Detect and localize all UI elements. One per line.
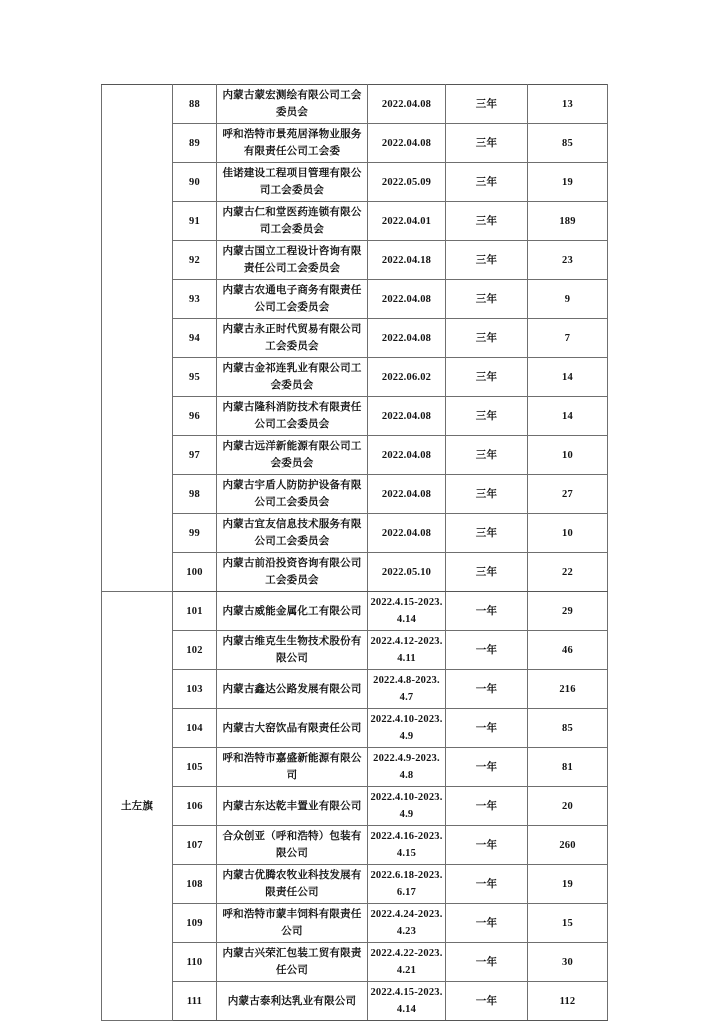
table-row xyxy=(102,202,608,241)
member-count-cell: 9 xyxy=(528,280,608,319)
term-cell: 一年 xyxy=(446,670,528,709)
date-cell: 2022.4.16-2023.4.15 xyxy=(368,826,446,865)
member-count-cell: 22 xyxy=(528,553,608,592)
sequence-number-cell: 105 xyxy=(173,748,217,787)
sequence-number-cell: 91 xyxy=(173,202,217,241)
sequence-number-cell: 104 xyxy=(173,709,217,748)
table-row xyxy=(102,982,608,1021)
date-cell: 2022.04.08 xyxy=(368,319,446,358)
sequence-number-cell: 102 xyxy=(173,631,217,670)
table-row xyxy=(102,280,608,319)
sequence-number-cell: 103 xyxy=(173,670,217,709)
term-cell: 三年 xyxy=(446,202,528,241)
member-count-cell: 15 xyxy=(528,904,608,943)
date-cell: 2022.05.09 xyxy=(368,163,446,202)
sequence-number-cell: 101 xyxy=(173,592,217,631)
date-cell: 2022.04.08 xyxy=(368,85,446,124)
sequence-number-cell: 88 xyxy=(173,85,217,124)
member-count-cell: 85 xyxy=(528,124,608,163)
unit-name-cell: 内蒙古国立工程设计咨询有限责任公司工会委员会 xyxy=(217,241,368,280)
member-count-cell: 13 xyxy=(528,85,608,124)
union-committee-table-wrapper xyxy=(101,84,607,1021)
table-body xyxy=(102,85,608,1021)
date-cell: 2022.04.18 xyxy=(368,241,446,280)
member-count-cell: 27 xyxy=(528,475,608,514)
member-count-cell: 10 xyxy=(528,436,608,475)
member-count-cell: 20 xyxy=(528,787,608,826)
member-count-cell: 7 xyxy=(528,319,608,358)
member-count-cell: 46 xyxy=(528,631,608,670)
member-count-cell: 189 xyxy=(528,202,608,241)
date-cell: 2022.4.8-2023.4.7 xyxy=(368,670,446,709)
date-cell: 2022.06.02 xyxy=(368,358,446,397)
date-cell: 2022.4.22-2023.4.21 xyxy=(368,943,446,982)
table-row xyxy=(102,124,608,163)
term-cell: 三年 xyxy=(446,553,528,592)
unit-name-cell: 内蒙古优腾农牧业科技发展有限责任公司 xyxy=(217,865,368,904)
member-count-cell: 19 xyxy=(528,163,608,202)
term-cell: 一年 xyxy=(446,865,528,904)
sequence-number-cell: 93 xyxy=(173,280,217,319)
table-row xyxy=(102,358,608,397)
table-row xyxy=(102,514,608,553)
term-cell: 一年 xyxy=(446,826,528,865)
unit-name-cell: 内蒙古农通电子商务有限责任公司工会委员会 xyxy=(217,280,368,319)
table-row xyxy=(102,319,608,358)
unit-name-cell: 内蒙古威能金属化工有限公司 xyxy=(217,592,368,631)
table-row xyxy=(102,553,608,592)
table-row xyxy=(102,943,608,982)
date-cell: 2022.04.08 xyxy=(368,397,446,436)
sequence-number-cell: 90 xyxy=(173,163,217,202)
unit-name-cell: 内蒙古仁和堂医药连锁有限公司工会委员会 xyxy=(217,202,368,241)
unit-name-cell: 呼和浩特市蒙丰饲料有限责任公司 xyxy=(217,904,368,943)
unit-name-cell: 内蒙古永正时代贸易有限公司工会委员会 xyxy=(217,319,368,358)
term-cell: 三年 xyxy=(446,514,528,553)
term-cell: 一年 xyxy=(446,592,528,631)
unit-name-cell: 呼和浩特市景苑居泽物业服务有限责任公司工会委 xyxy=(217,124,368,163)
term-cell: 三年 xyxy=(446,436,528,475)
unit-name-cell: 内蒙古泰利达乳业有限公司 xyxy=(217,982,368,1021)
unit-name-cell: 内蒙古大窑饮品有限责任公司 xyxy=(217,709,368,748)
unit-name-cell: 内蒙古金祁连乳业有限公司工会委员会 xyxy=(217,358,368,397)
sequence-number-cell: 96 xyxy=(173,397,217,436)
table-row xyxy=(102,826,608,865)
table-row xyxy=(102,436,608,475)
unit-name-cell: 内蒙古前沿投资咨询有限公司工会委员会 xyxy=(217,553,368,592)
table-row xyxy=(102,397,608,436)
sequence-number-cell: 92 xyxy=(173,241,217,280)
unit-name-cell: 内蒙古远洋新能源有限公司工会委员会 xyxy=(217,436,368,475)
sequence-number-cell: 110 xyxy=(173,943,217,982)
unit-name-cell: 内蒙古蒙宏测绘有限公司工会委员会 xyxy=(217,85,368,124)
date-cell: 2022.6.18-2023.6.17 xyxy=(368,865,446,904)
date-cell: 2022.4.10-2023.4.9 xyxy=(368,787,446,826)
unit-name-cell: 呼和浩特市嘉盛新能源有限公司 xyxy=(217,748,368,787)
term-cell: 一年 xyxy=(446,904,528,943)
term-cell: 三年 xyxy=(446,397,528,436)
date-cell: 2022.4.10-2023.4.9 xyxy=(368,709,446,748)
sequence-number-cell: 100 xyxy=(173,553,217,592)
table-row xyxy=(102,670,608,709)
table-row xyxy=(102,904,608,943)
date-cell: 2022.04.08 xyxy=(368,436,446,475)
sequence-number-cell: 94 xyxy=(173,319,217,358)
unit-name-cell: 内蒙古兴荣汇包装工贸有限责任公司 xyxy=(217,943,368,982)
sequence-number-cell: 108 xyxy=(173,865,217,904)
date-cell: 2022.4.24-2023.4.23 xyxy=(368,904,446,943)
member-count-cell: 216 xyxy=(528,670,608,709)
date-cell: 2022.04.08 xyxy=(368,280,446,319)
table-row xyxy=(102,709,608,748)
member-count-cell: 23 xyxy=(528,241,608,280)
table-row xyxy=(102,163,608,202)
table-row xyxy=(102,475,608,514)
union-committee-table xyxy=(101,84,608,1021)
date-cell: 2022.4.15-2023.4.14 xyxy=(368,982,446,1021)
unit-name-cell: 合众创亚（呼和浩特）包装有限公司 xyxy=(217,826,368,865)
date-cell: 2022.04.08 xyxy=(368,475,446,514)
member-count-cell: 14 xyxy=(528,358,608,397)
member-count-cell: 19 xyxy=(528,865,608,904)
sequence-number-cell: 107 xyxy=(173,826,217,865)
term-cell: 三年 xyxy=(446,475,528,514)
term-cell: 三年 xyxy=(446,280,528,319)
sequence-number-cell: 89 xyxy=(173,124,217,163)
member-count-cell: 14 xyxy=(528,397,608,436)
member-count-cell: 81 xyxy=(528,748,608,787)
sequence-number-cell: 106 xyxy=(173,787,217,826)
date-cell: 2022.4.9-2023.4.8 xyxy=(368,748,446,787)
sequence-number-cell: 97 xyxy=(173,436,217,475)
unit-name-cell: 内蒙古隆科消防技术有限责任公司工会委员会 xyxy=(217,397,368,436)
sequence-number-cell: 99 xyxy=(173,514,217,553)
term-cell: 三年 xyxy=(446,358,528,397)
term-cell: 三年 xyxy=(446,124,528,163)
member-count-cell: 260 xyxy=(528,826,608,865)
date-cell: 2022.04.08 xyxy=(368,124,446,163)
sequence-number-cell: 98 xyxy=(173,475,217,514)
unit-name-cell: 内蒙古宇盾人防防护设备有限公司工会委员会 xyxy=(217,475,368,514)
member-count-cell: 10 xyxy=(528,514,608,553)
sequence-number-cell: 111 xyxy=(173,982,217,1021)
date-cell: 2022.05.10 xyxy=(368,553,446,592)
table-row xyxy=(102,787,608,826)
term-cell: 一年 xyxy=(446,631,528,670)
unit-name-cell: 内蒙古东达乾丰置业有限公司 xyxy=(217,787,368,826)
unit-name-cell: 内蒙古维克生生物技术股份有限公司 xyxy=(217,631,368,670)
member-count-cell: 29 xyxy=(528,592,608,631)
member-count-cell: 30 xyxy=(528,943,608,982)
term-cell: 三年 xyxy=(446,85,528,124)
term-cell: 一年 xyxy=(446,748,528,787)
term-cell: 三年 xyxy=(446,241,528,280)
unit-name-cell: 佳诺建设工程项目管理有限公司工会委员会 xyxy=(217,163,368,202)
date-cell: 2022.4.12-2023.4.11 xyxy=(368,631,446,670)
term-cell: 一年 xyxy=(446,787,528,826)
sequence-number-cell: 109 xyxy=(173,904,217,943)
table-row xyxy=(102,85,608,124)
table-row xyxy=(102,631,608,670)
table-row xyxy=(102,592,608,631)
date-cell: 2022.4.15-2023.4.14 xyxy=(368,592,446,631)
term-cell: 一年 xyxy=(446,982,528,1021)
unit-name-cell: 内蒙古宜友信息技术服务有限公司工会委员会 xyxy=(217,514,368,553)
term-cell: 一年 xyxy=(446,943,528,982)
member-count-cell: 112 xyxy=(528,982,608,1021)
region-cell xyxy=(102,85,173,592)
member-count-cell: 85 xyxy=(528,709,608,748)
term-cell: 一年 xyxy=(446,709,528,748)
sequence-number-cell: 95 xyxy=(173,358,217,397)
term-cell: 三年 xyxy=(446,163,528,202)
table-row xyxy=(102,865,608,904)
date-cell: 2022.04.01 xyxy=(368,202,446,241)
term-cell: 三年 xyxy=(446,319,528,358)
region-cell: 土左旗 xyxy=(102,592,173,1021)
table-row xyxy=(102,748,608,787)
table-row xyxy=(102,241,608,280)
unit-name-cell: 内蒙古鑫达公路发展有限公司 xyxy=(217,670,368,709)
date-cell: 2022.04.08 xyxy=(368,514,446,553)
